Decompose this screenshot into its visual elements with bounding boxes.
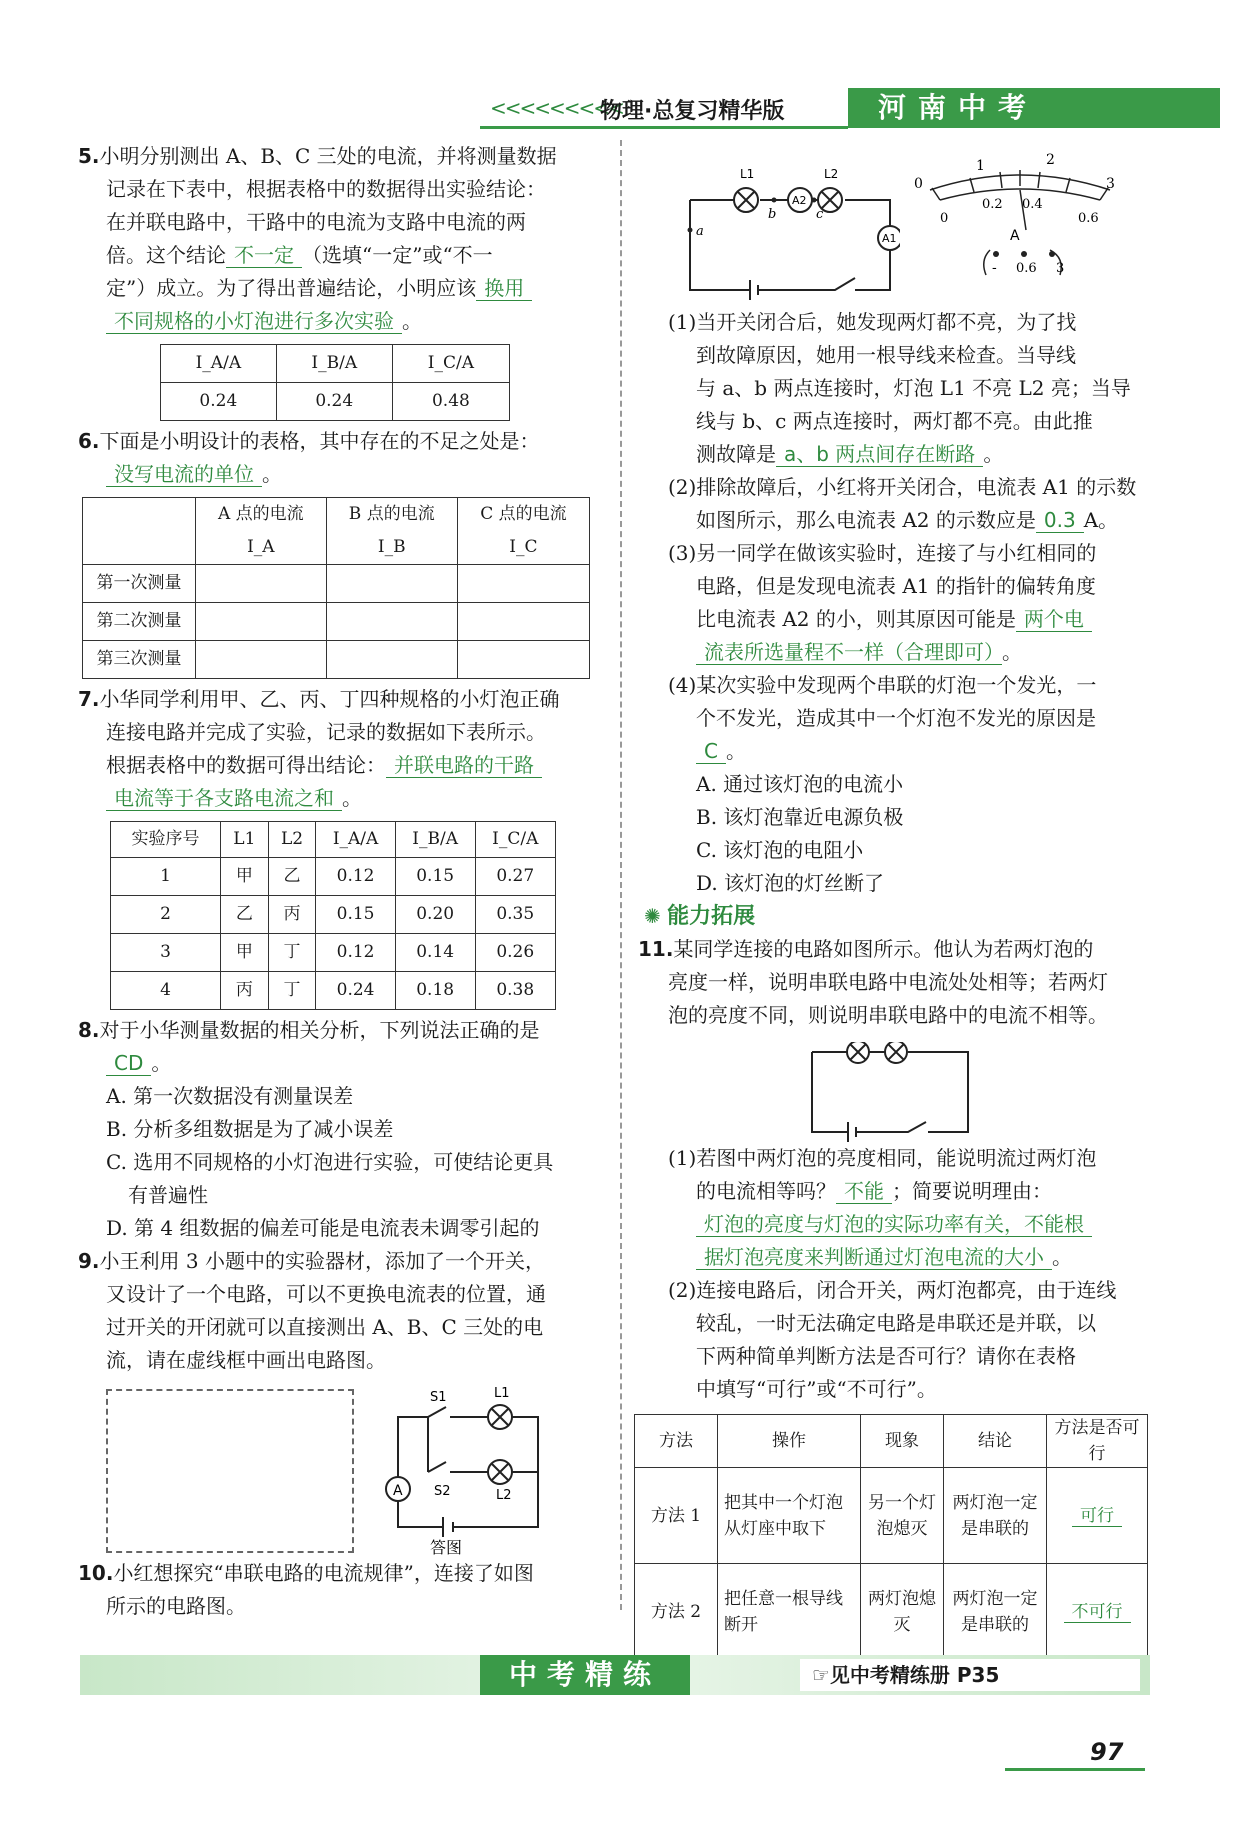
- q8-line2: CD 。: [78, 1047, 598, 1080]
- q10-p1-line4: 线与 b、c 两点连接时，两灯都不亮。由此推: [696, 409, 1093, 433]
- q9-line2: 又设计了一个电路，可以不更换电流表的位置，通: [106, 1282, 546, 1306]
- header-badge: 河南中考: [848, 88, 1220, 128]
- dial-top-2: 2: [1046, 152, 1055, 168]
- q11-figure: [668, 1032, 1148, 1142]
- q11-line1: 11.某同学连接的电路如图所示。他认为若两灯泡的: [638, 937, 1094, 961]
- q7-answer2: 电流等于各支路电流之和: [106, 786, 342, 811]
- q10-line1: 10.小红想探究“串联电路的电流规律”，连接了如图: [78, 1561, 534, 1585]
- q11-p1-line4: 据灯泡亮度来判断通过灯泡电流的大小 。: [668, 1241, 1148, 1274]
- left-column: [78, 140, 598, 1623]
- q7-table: 实验序号 L1 L2 I_A/A I_B/A I_C/A 1 甲 乙 0.12 0.15 0.27 2 乙 丙 0.15 0.20 0.35 3 甲 丁 0.12 0.14 0.26 4 丙 丁 0.24 0.18 0.38: [110, 821, 556, 1010]
- q7-line4: 电流等于各支路电流之和 。: [78, 782, 598, 815]
- q9-circuit: [368, 1377, 578, 1557]
- page-number: 97: [1090, 1738, 1124, 1766]
- q9-l1-label: L1: [494, 1386, 510, 1401]
- q7-answer1: 并联电路的干路: [386, 753, 542, 778]
- q5-line1: 5.小明分别测出 A、B、C 三处的电流，并将测量数据: [78, 144, 557, 168]
- q9-s1-label: S1: [430, 1390, 447, 1405]
- q6-th-2: B 点的电流 I_B: [326, 498, 457, 565]
- dial-unit: A: [1010, 228, 1020, 244]
- q10-answer3b: 流表所选量程不一样（合理即可）: [696, 640, 1002, 665]
- q9-ammeter-label: A: [393, 1483, 403, 1499]
- dial-top-3: 3: [1106, 176, 1115, 192]
- footer-bar: [80, 1655, 1150, 1695]
- q8-option-c-cont: 有普遍性: [128, 1183, 208, 1207]
- q10-l2-label: L2: [824, 167, 839, 181]
- q9-s2-label: S2: [434, 1484, 451, 1499]
- q10-p4-line1: (4)某次实验中发现两个串联的灯泡一个发光，一: [668, 673, 1097, 697]
- q10-point-b: b: [768, 207, 777, 222]
- q10-p2-line2: 如图所示，那么电流表 A2 的示数应是 0.3 A。: [696, 508, 1119, 532]
- q11-p2-line4: 中填写“可行”或“不可行”。: [696, 1377, 937, 1401]
- q11-p2-line2: 较乱，一时无法确定电路是串联还是并联，以: [696, 1311, 1096, 1335]
- header-line: [480, 126, 848, 129]
- q5-line6: 不同规格的小灯泡进行多次实验 。: [78, 305, 598, 338]
- q5-td-2: 0.24: [276, 383, 392, 421]
- q7-th-0: 实验序号: [111, 822, 221, 858]
- q10-p3-line2: 电路，但是发现电流表 A1 的指针的偏转角度: [696, 574, 1096, 598]
- q11-th-3: 结论: [944, 1415, 1047, 1468]
- q9-line1: 9.小王利用 3 小题中的实验器材，添加了一个开关，: [78, 1249, 545, 1273]
- dial-top-1: 1: [976, 158, 985, 174]
- q10-point-c: c: [816, 207, 824, 222]
- q10-p3-line1: (3)另一同学在做该实验时，连接了与小红相同的: [668, 541, 1097, 565]
- footer-reference: ☞见中考精练册 P35: [800, 1659, 1140, 1691]
- q9-l2-label: L2: [496, 1488, 512, 1503]
- q10-option-b: B. 该灯泡靠近电源负极: [696, 805, 904, 829]
- q10-p3-line3: 比电流表 A2 的小，则其原因可能是 两个电: [668, 603, 1148, 636]
- footer-badge: 中考精练: [480, 1655, 690, 1695]
- dial-terminal-06: 0.6: [1016, 261, 1037, 276]
- header-arrows: <<<<<<<<<: [490, 96, 623, 120]
- q6-row-1: 第一次测量: [83, 565, 196, 603]
- q6-row-3: 第三次测量: [83, 641, 196, 679]
- q5-td-1: 0.24: [161, 383, 277, 421]
- q9-answer-box: [106, 1389, 354, 1553]
- q11-line2: 亮度一样，说明串联电路中电流处处相等；若两灯: [668, 970, 1108, 994]
- q11-th-2: 现象: [861, 1415, 944, 1468]
- q7-th-5: I_C/A: [475, 822, 555, 858]
- header-title: 物理·总复习精华版: [600, 99, 785, 124]
- q7-line3: 根据表格中的数据可得出结论： 并联电路的干路: [78, 749, 598, 782]
- q6-th-0: [83, 498, 196, 565]
- q10-a2-label: A2: [792, 194, 807, 207]
- q6-line2: 没写电流的单位 。: [78, 458, 598, 491]
- q11-th-1: 操作: [718, 1415, 861, 1468]
- q10-l1-label: L1: [740, 167, 755, 181]
- dial-sub-0: 0: [940, 211, 949, 226]
- q11-answer2b: 据灯泡亮度来判断通过灯泡电流的大小: [696, 1245, 1052, 1270]
- q9-line4: 流，请在虚线框中画出电路图。: [106, 1348, 386, 1372]
- q5-th-1: I_A/A: [161, 345, 277, 383]
- q8-line1: 8.对于小华测量数据的相关分析，下列说法正确的是: [78, 1018, 540, 1042]
- q11-answer1: 不能: [836, 1179, 892, 1204]
- q9-line3: 过开关的开闭就可以直接测出 A、B、C 三处的电: [106, 1315, 544, 1339]
- sun-icon: ✺: [644, 904, 661, 928]
- q10-ammeter-dial: [910, 140, 1130, 300]
- q5-answer1: 不一定: [226, 243, 302, 268]
- dial-sub-06: 0.6: [1078, 211, 1099, 226]
- q10-point-a: a: [696, 224, 704, 239]
- q10-option-c: C. 该灯泡的电阻小: [696, 838, 864, 862]
- q5-td-3: 0.48: [392, 383, 509, 421]
- q5-line3: 在并联电路中，干路中的电流为支路中电流的两: [106, 210, 526, 234]
- page-number-line: [1005, 1768, 1145, 1771]
- q11-answer-row2: 不可行: [1064, 1602, 1131, 1623]
- q8-answer: CD: [106, 1051, 151, 1076]
- q6-th-1: A 点的电流 I_A: [196, 498, 327, 565]
- dial-top-0: 0: [914, 176, 923, 192]
- q11-answer2a: 灯泡的亮度与灯泡的实际功率有关，不能根: [696, 1212, 1092, 1237]
- page-header: [480, 88, 1220, 128]
- column-divider: [620, 140, 622, 1610]
- q10-answer2: 0.3: [1036, 508, 1084, 533]
- q6-line1: 6.下面是小明设计的表格，其中存在的不足之处是：: [78, 429, 540, 453]
- q11-p2-line1: (2)连接电路后，闭合开关，两灯泡都亮，由于连线: [668, 1278, 1117, 1302]
- q11-th-4: 方法是否可行: [1047, 1415, 1148, 1468]
- q11-line3: 泡的亮度不同，则说明串联电路中的电流不相等。: [668, 1003, 1108, 1027]
- q10-p1-line3: 与 a、b 两点连接时，灯泡 L1 不亮 L2 亮；当导: [696, 376, 1131, 400]
- q5-answer2b: 不同规格的小灯泡进行多次实验: [106, 309, 402, 334]
- q7-th-4: I_B/A: [395, 822, 475, 858]
- q5-th-3: I_C/A: [392, 345, 509, 383]
- q6-answer: 没写电流的单位: [106, 462, 262, 487]
- q11-p1-line2: 的电流相等吗？ 不能 ；简要说明理由：: [696, 1179, 1052, 1203]
- q10-option-a: A. 通过该灯泡的电流小: [696, 772, 904, 796]
- q10-p1-line5: 测故障是 a、b 两点间存在断路 。: [696, 442, 1004, 466]
- dial-terminal-minus: -: [992, 260, 997, 276]
- q11-circuit: [808, 1042, 978, 1142]
- q11-answer-row1: 可行: [1072, 1506, 1122, 1527]
- q10-a1-label: A1: [882, 232, 897, 245]
- q7-th-3: I_A/A: [316, 822, 395, 858]
- q7-th-2: L2: [268, 822, 316, 858]
- q8-option-c: C. 选用不同规格的小灯泡进行实验，可使结论更具: [106, 1150, 554, 1174]
- q10-p2-line1: (2)排除故障后，小红将开关闭合，电流表 A1 的示数: [668, 475, 1137, 499]
- q9-figure: [78, 1377, 598, 1557]
- q11-p1-line1: (1)若图中两灯泡的亮度相同，能说明流过两灯泡: [668, 1146, 1097, 1170]
- q10-answer4: C: [696, 739, 726, 764]
- q10-p4-line2: 个不发光，造成其中一个灯泡不发光的原因是: [696, 706, 1096, 730]
- q5-line2: 记录在下表中，根据表格中的数据得出实验结论：: [106, 177, 546, 201]
- q10-p4-line3: C 。: [668, 735, 1148, 768]
- right-column: [638, 306, 1148, 1660]
- q5-th-2: I_B/A: [276, 345, 392, 383]
- q10-p1-line1: (1)当开关闭合后，她发现两灯都不亮，为了找: [668, 310, 1077, 334]
- q8-option-a: A. 第一次数据没有测量误差: [106, 1084, 354, 1108]
- q10-line2: 所示的电路图。: [106, 1594, 246, 1618]
- dial-sub-02: 0.2: [982, 197, 1003, 212]
- q10-answer3a: 两个电: [1016, 607, 1092, 632]
- q7-line1: 7.小华同学利用甲、乙、丙、丁四种规格的小灯泡正确: [78, 687, 560, 711]
- q11-p1-line3: [668, 1208, 1148, 1241]
- q11-p2-line3: 下两种简单判断方法是否可行？请你在表格: [696, 1344, 1076, 1368]
- q11-th-0: 方法: [635, 1415, 718, 1468]
- q10-p1-line2: 到故障原因，她用一根导线来检查。当导线: [696, 343, 1076, 367]
- q10-p3-line4: 流表所选量程不一样（合理即可） 。: [668, 636, 1148, 669]
- q8-option-d: D. 第 4 组数据的偏差可能是电流表未调零引起的: [106, 1216, 540, 1240]
- q10-circuit: [680, 150, 900, 300]
- q10-answer1: a、b 两点间存在断路: [776, 442, 983, 467]
- q7-line2: 连接电路并完成了实验，记录的数据如下表所示。: [106, 720, 546, 744]
- q6-table: [82, 497, 590, 679]
- q5-line5: 定”）成立。为了得出普遍结论，小明应该 换用: [78, 272, 598, 305]
- dial-terminal-3: 3: [1056, 261, 1065, 276]
- q5-line4: 倍。这个结论 不一定 （选填“一定”或“不一: [106, 243, 493, 267]
- q6-row-2: 第二次测量: [83, 603, 196, 641]
- q5-answer2a: 换用: [476, 276, 532, 301]
- q6-th-3: C 点的电流 I_C: [457, 498, 589, 565]
- q11-table: 方法 操作 现象 结论 方法是否可行 方法 1 把其中一个灯泡从灯座中取下 另一个灯泡熄灭 两灯泡一定是串联的 可行 方法 2 把任意一根导线断开 两灯泡熄灭 两灯泡一定是串联的 不可行: [634, 1414, 1148, 1660]
- q10-option-d: D. 该灯泡的灯丝断了: [696, 871, 885, 895]
- dial-sub-04: 0.4: [1022, 197, 1043, 212]
- q9-caption: 答图: [430, 1538, 463, 1557]
- q8-option-b: B. 分析多组数据是为了减小误差: [106, 1117, 394, 1141]
- section-heading: ✺ 能力拓展: [644, 904, 756, 929]
- q5-table: [160, 344, 510, 421]
- q7-th-1: L1: [221, 822, 269, 858]
